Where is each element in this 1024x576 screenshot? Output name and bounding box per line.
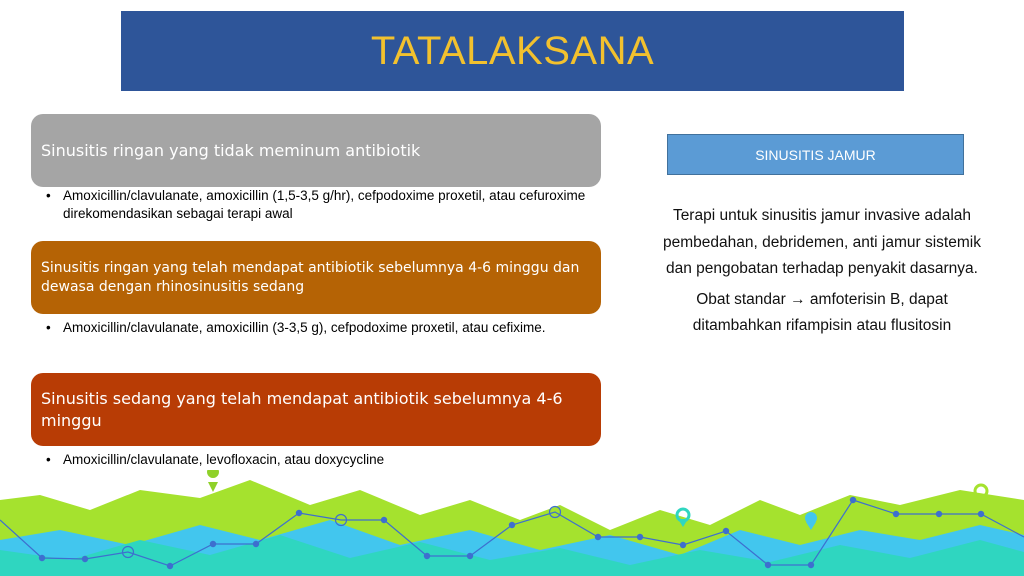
bullet-icon: • <box>46 452 51 467</box>
list-item <box>46 451 586 469</box>
title-bar <box>121 11 904 91</box>
standard-drug-rest: amfoterisin B, dapat ditambahkan rifampisin atau flusitosin <box>692 290 952 334</box>
list-item <box>46 187 586 223</box>
bullet-text: Amoxicillin/clavulanate, amoxicillin (3-3,5 g), cefpodoxime proxetil, atau cefixime. <box>63 320 546 335</box>
standard-drug-prefix: Obat standar <box>696 290 786 308</box>
section-header-text: Sinusitis ringan yang tidak meminum antibiotik <box>41 141 421 160</box>
list-item <box>46 319 586 337</box>
section-header-mild-no-antibiotic <box>31 114 601 187</box>
section-header-text: Sinusitis ringan yang telah mendapat antibiotik sebelumnya 4-6 minggu dan dewasa dengan rhinosinusitis sedang <box>41 259 580 295</box>
bullet-text: Amoxicillin/clavulanate, levofloxacin, atau doxycycline <box>63 452 385 467</box>
standard-drug-paragraph <box>652 287 992 340</box>
bullet-text: Amoxicillin/clavulanate, amoxicillin (1,5-3,5 g/hr), cefpodoxime proxetil, atau cefuroxime direkomendasikan sebagai terapi awal <box>63 188 586 221</box>
bullet-icon: • <box>46 320 51 335</box>
arrow-right-icon: → <box>790 290 806 308</box>
page-title: TATALAKSANA <box>370 28 655 73</box>
section-header-text: Sinusitis sedang yang telah mendapat antibiotik sebelumnya 4-6 minggu <box>41 388 563 430</box>
bullet-icon: • <box>46 188 51 203</box>
section-header-mild-prior-antibiotic <box>31 241 601 314</box>
fungal-therapy-paragraph: Terapi untuk sinusitis jamur invasive adalah pembedahan, debridemen, anti jamur sistemik dan pengobatan terhadap penyakit dasarnya. <box>663 207 981 277</box>
fungal-sinusitis-label-box <box>667 134 964 175</box>
fungal-sinusitis-label: SINUSITIS JAMUR <box>755 146 876 163</box>
decorative-wave-footer <box>0 470 1024 576</box>
section-header-moderate-prior-antibiotic <box>31 373 601 446</box>
fungal-therapy-description <box>652 203 992 344</box>
